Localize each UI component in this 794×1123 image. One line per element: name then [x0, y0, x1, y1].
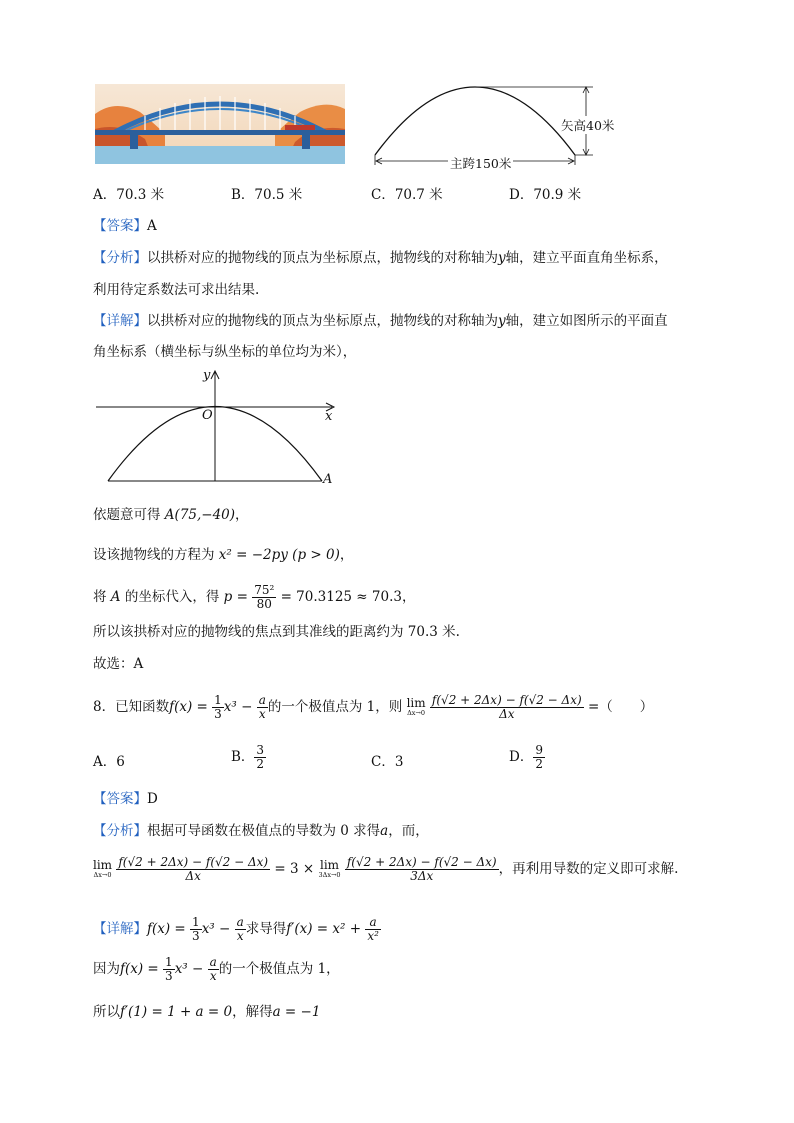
q7-step3 [93, 584, 415, 611]
step-text: 的坐标代入，得 [124, 589, 220, 605]
math: A [110, 589, 121, 605]
q7-analysis-line1 [93, 248, 668, 268]
graph-label-o: O [202, 408, 213, 423]
fraction: $\frac{a}{x}$ [236, 915, 244, 943]
detail-text: ，解得 [232, 1004, 273, 1020]
graph-label-a: A [323, 472, 333, 487]
answer-tag: 【答案】 [93, 791, 147, 807]
fraction: $\frac{1}{3}$ [214, 693, 222, 721]
q8-option-c: C．3 [371, 754, 404, 770]
limit: lim Δx→0 [406, 695, 426, 717]
q8-detail-line2 [93, 956, 340, 983]
detail-tag: 【详解】 [93, 921, 147, 937]
q7-step1 [93, 505, 249, 525]
axis-y: y [498, 250, 506, 266]
bridge-photo [95, 84, 345, 164]
fraction: $\frac{3}{2}$ [256, 743, 265, 771]
step-text: ， [339, 547, 354, 563]
math: f′(1) = 1 + a = 0 [120, 1004, 233, 1020]
q8-option-a: A．6 [93, 754, 125, 770]
stem-text: =（ ） [587, 699, 654, 715]
q8-option-d: D． $\frac{9}{2}$ [509, 743, 543, 771]
math: f′(x) = x² + [286, 921, 362, 937]
detail-text-2: 轴，建立如图所示的平面直 [505, 313, 668, 329]
step-text: ， [401, 589, 416, 605]
math: f(x) = [120, 961, 159, 977]
q7-analysis-line2: 利用待定系数法可求出结果. [93, 282, 260, 298]
q8-analysis-formula [93, 856, 678, 883]
graph-label-x: x [325, 409, 333, 424]
step-text: 设该抛物线的方程为 [93, 547, 215, 563]
math: = 70.3125 ≈ 70.3 [280, 589, 402, 605]
fraction: $\frac{1}{3}$ [192, 915, 200, 943]
step-text: 将 [93, 589, 107, 605]
q7-option-d: D．70.9 米 [509, 187, 582, 203]
fraction: $\frac{f(√2 + 2\Delta x) - f(√2 - \Delta x)}{\Delta x}$ [431, 693, 582, 721]
analysis-text-2: 轴，建立平面直角坐标系， [505, 250, 668, 266]
graph-label-y: y [203, 368, 211, 383]
q7-step4: 所以该拱桥对应的抛物线的焦点到其准线的距离约为 70.3 米. [93, 624, 460, 640]
math: a [380, 823, 389, 839]
fraction: $\frac{9}{2}$ [535, 743, 543, 771]
fraction: $\frac{f(√2 + 2\Delta x) - f(√2 - \Delta x)}{3\Delta x}$ [346, 855, 497, 883]
detail-tag: 【详解】 [93, 313, 147, 329]
detail-text: 因为 [93, 961, 120, 977]
axis-y: y [498, 313, 506, 329]
q8-analysis-line1 [93, 821, 429, 841]
height-label: 矢高40米 [561, 118, 615, 133]
math: x² = −2py (p > 0) [218, 547, 340, 563]
q7-option-a: A．70.3 米 [93, 187, 165, 203]
answer-value: A [147, 218, 157, 234]
fraction: $\frac{a}{x}$ [209, 955, 217, 983]
fraction: $\frac{1}{3}$ [165, 955, 173, 983]
math: = 3 × [274, 861, 315, 877]
math: f(x) = [147, 921, 186, 937]
fraction: $\frac{f(√2 + 2\Delta x) - f(√2 - \Delta x)}{\Delta x}$ [118, 855, 269, 883]
q8-stem [93, 694, 653, 721]
q8-detail-line3 [93, 1002, 320, 1022]
analysis-text: 根据可导函数在极值点的导数为 0 求得 [147, 823, 381, 839]
analysis-text: ，再利用导数的定义即可求解. [498, 861, 679, 877]
analysis-text: ，而， [388, 823, 429, 839]
question-number: 8．已知函数 [93, 699, 170, 715]
parabola-graph [92, 368, 342, 490]
analysis-tag: 【分析】 [93, 823, 147, 839]
arch-diagram [368, 82, 628, 174]
answer-tag: 【答案】 [93, 218, 147, 234]
span-label: 主跨150米 [450, 156, 512, 171]
q7-detail-line2: 角坐标系（横坐标与纵坐标的单位均为米）， [93, 344, 357, 360]
math: x³ − [201, 921, 231, 937]
q7-answer [93, 216, 157, 236]
limit: lim 3Δx→0 [318, 857, 341, 879]
detail-text: 求导得 [245, 921, 287, 937]
analysis-tag: 【分析】 [93, 250, 147, 266]
q7-detail-line1 [93, 311, 668, 331]
step-text: 依题意可得 [93, 507, 161, 523]
analysis-text: 以拱桥对应的抛物线的顶点为坐标原点，抛物线的对称轴为 [147, 250, 498, 266]
math: a = −1 [272, 1004, 321, 1020]
fraction: $\frac{\text{75²}}{80}$ [254, 583, 275, 611]
math: A(75,−40) [164, 507, 236, 523]
fraction: $\frac{a}{x}$ [258, 693, 266, 721]
q8-detail-line1 [93, 916, 381, 943]
q8-answer [93, 789, 158, 809]
q7-option-c: C．70.7 米 [371, 187, 443, 203]
q7-final: 故选：A [93, 656, 144, 672]
math: p = [223, 589, 248, 605]
step-text: ， [235, 507, 249, 523]
q7-option-b: B．70.5 米 [231, 187, 303, 203]
math: x³ − [174, 961, 204, 977]
detail-text: 的一个极值点为 1， [218, 961, 340, 977]
q8-option-b: B． $\frac{3}{2}$ [231, 743, 265, 771]
answer-value: D [147, 791, 158, 807]
stem-text: 的一个极值点为 1，则 [267, 699, 403, 715]
fraction: $\frac{a}{\text{x²}}$ [367, 915, 379, 943]
limit: lim Δx→0 [93, 857, 113, 879]
math: f(x) = [169, 699, 208, 715]
detail-text: 以拱桥对应的抛物线的顶点为坐标原点，抛物线的对称轴为 [147, 313, 498, 329]
detail-text: 所以 [93, 1004, 120, 1020]
q7-step2 [93, 545, 353, 565]
math: x³ − [223, 699, 253, 715]
